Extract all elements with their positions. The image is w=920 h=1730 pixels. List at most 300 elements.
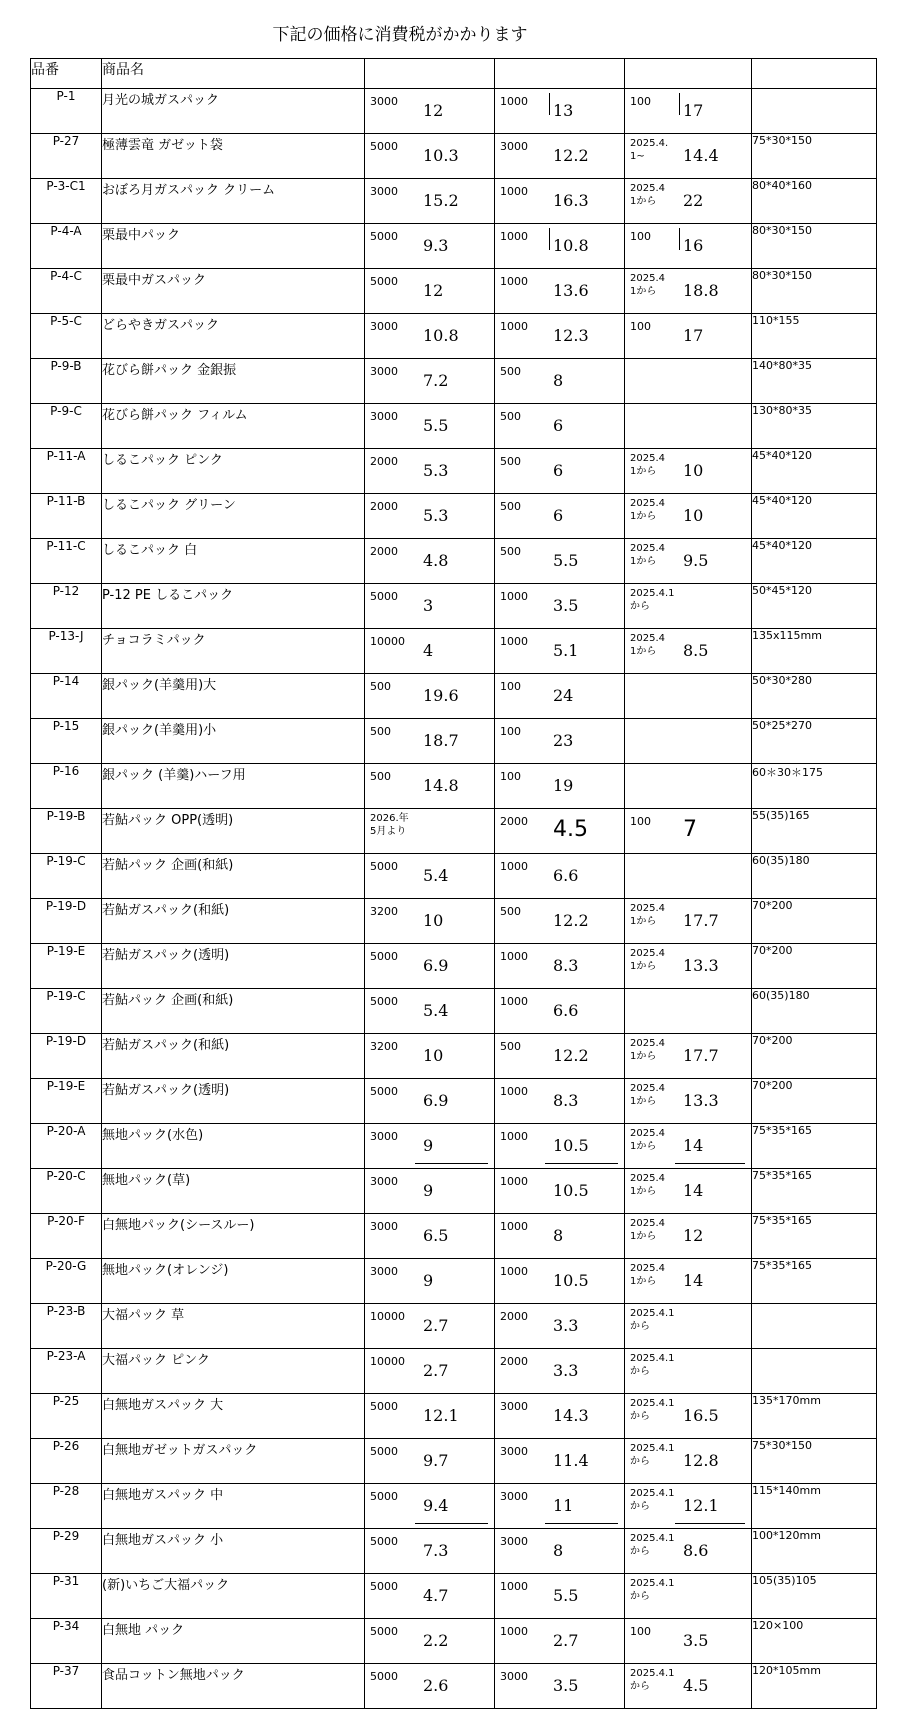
quantity-label: 100 [500,725,521,738]
unit-price: 9.4 [423,1496,449,1515]
table-row [31,1349,877,1394]
product-code: P-11-A [31,449,102,494]
unit-price: 6.9 [423,1091,449,1110]
price-tier-1 [365,449,495,494]
quantity-label: 3000 [500,1535,528,1548]
price-tier-1 [365,179,495,224]
price-tier-3 [625,1214,752,1259]
unit-price: 12 [423,281,444,300]
price-tier-2 [495,809,625,854]
quantity-label: 500 [370,770,391,783]
table-row [31,269,877,314]
quantity-label: 2025.4.1 から [630,1308,675,1332]
product-name: 栗最中パック [102,224,365,269]
price-tier-3 [625,674,752,719]
quantity-label: 2025.4 1から [630,183,665,207]
product-name: 大福パック ピンク [102,1349,365,1394]
price-tier-2 [495,134,625,179]
price-tier-1 [365,1304,495,1349]
price-tier-1 [365,1484,495,1529]
quantity-label: 3000 [370,1220,398,1233]
unit-price: 17 [683,326,704,345]
table-row [31,1619,877,1664]
quantity-label: 1000 [500,95,528,108]
table-row [31,494,877,539]
product-size: 60(35)180 [752,989,877,1034]
price-tier-3 [625,1304,752,1349]
product-code: P-12 [31,584,102,629]
product-size: 120*105mm [752,1664,877,1709]
unit-price: 17 [683,101,704,120]
quantity-label: 500 [370,725,391,738]
unit-price: 7.3 [423,1541,449,1560]
price-tier-1 [365,314,495,359]
product-size: 60＊30＊175 [752,764,877,809]
product-size: 105(35)105 [752,1574,877,1619]
unit-price: 10 [683,461,704,480]
product-code: P-20-G [31,1259,102,1304]
price-tier-2 [495,629,625,674]
unit-price: 12.2 [553,146,589,165]
product-code: P-31 [31,1574,102,1619]
unit-price: 3.3 [553,1316,579,1335]
table-row [31,1124,877,1169]
unit-price: 8 [553,371,564,390]
quantity-label: 5000 [370,590,398,603]
quantity-label: 3000 [370,185,398,198]
price-tier-1 [365,1259,495,1304]
price-tier-2 [495,314,625,359]
quantity-label: 3000 [500,140,528,153]
quantity-label: 2025.4 1から [630,1038,665,1062]
price-tier-1 [365,404,495,449]
price-tier-3 [625,269,752,314]
product-code: P-16 [31,764,102,809]
unit-price: 15.2 [423,191,459,210]
price-tier-3 [625,719,752,764]
unit-price: 14.8 [423,776,459,795]
price-tier-3 [625,809,752,854]
header-name: 商品名 [102,59,365,89]
price-tier-2 [495,1529,625,1574]
product-name: 白無地ガスパック 小 [102,1529,365,1574]
unit-price: 16 [683,236,704,255]
price-tier-1 [365,584,495,629]
header-code: 品番 [31,59,102,89]
price-tier-3 [625,1439,752,1484]
product-name: 白無地ガスパック 大 [102,1394,365,1439]
product-size: 110*155 [752,314,877,359]
product-name: 無地パック(水色) [102,1124,365,1169]
product-code: P-25 [31,1394,102,1439]
product-size: 75*35*165 [752,1124,877,1169]
table-row [31,1259,877,1304]
quantity-label: 2000 [500,1355,528,1368]
quantity-label: 2025.4 1から [630,1128,665,1152]
table-row [31,584,877,629]
product-code: P-19-E [31,944,102,989]
quantity-label: 5000 [370,1400,398,1413]
quantity-label: 3200 [370,905,398,918]
quantity-label: 2025.4.1 から [630,1533,675,1557]
table-row [31,1484,877,1529]
product-code: P-26 [31,1439,102,1484]
unit-price: 19.6 [423,686,459,705]
unit-price: 5.1 [553,641,579,660]
price-tier-3 [625,1034,752,1079]
unit-price: 9.3 [423,236,449,255]
price-tier-2 [495,449,625,494]
unit-price: 12.1 [423,1406,459,1425]
price-tier-3 [625,359,752,404]
quantity-label: 2000 [370,545,398,558]
unit-price: 13.3 [683,1091,719,1110]
product-size: 45*40*120 [752,539,877,584]
unit-price: 4.5 [553,817,588,842]
price-tier-2 [495,1034,625,1079]
table-row [31,1169,877,1214]
unit-price: 3.5 [553,1676,579,1695]
price-table [30,58,877,1709]
unit-price: 6.6 [553,866,579,885]
price-tier-3 [625,584,752,629]
product-name: (新)いちご大福パック [102,1574,365,1619]
unit-price: 7.2 [423,371,449,390]
unit-price: 3 [423,596,434,615]
unit-price: 9.7 [423,1451,449,1470]
price-tier-3 [625,314,752,359]
product-size: 80*30*150 [752,269,877,314]
quantity-label: 3000 [370,410,398,423]
product-name: 若鮎パック 企画(和紙) [102,989,365,1034]
product-size: 70*200 [752,899,877,944]
product-name: しるこパック ピンク [102,449,365,494]
product-name: 白無地パック(シースルー) [102,1214,365,1259]
quantity-label: 2025.4.1 から [630,588,675,612]
product-name: 食品コットン無地パック [102,1664,365,1709]
price-tier-2 [495,269,625,314]
quantity-label: 2026.年 5月より [370,813,409,837]
product-size: 45*40*120 [752,449,877,494]
product-size: 75*35*165 [752,1259,877,1304]
quantity-label: 3000 [370,320,398,333]
unit-price: 6 [553,461,564,480]
table-row [31,1394,877,1439]
unit-price: 9 [423,1271,434,1290]
quantity-label: 2025.4 1から [630,1173,665,1197]
unit-price: 3.5 [683,1631,709,1650]
product-code: P-5-C [31,314,102,359]
product-size: 80*40*160 [752,179,877,224]
unit-price: 12.2 [553,1046,589,1065]
quantity-label: 2025.4 1から [630,903,665,927]
quantity-label: 5000 [370,230,398,243]
table-row [31,1079,877,1124]
product-name: 栗最中ガスパック [102,269,365,314]
unit-price: 10 [423,1046,444,1065]
unit-price: 14 [683,1136,704,1155]
product-name: 花びら餅パック フィルム [102,404,365,449]
quantity-label: 5000 [370,1625,398,1638]
quantity-label: 2025.4 1から [630,1263,665,1287]
unit-price: 10.8 [553,236,589,255]
quantity-label: 5000 [370,1490,398,1503]
price-underline [415,1523,488,1524]
price-tier-1 [365,1349,495,1394]
price-tier-3 [625,899,752,944]
product-code: P-19-D [31,899,102,944]
product-name: P-12 PE しるこパック [102,584,365,629]
price-tier-3 [625,1619,752,1664]
product-size: 75*35*165 [752,1214,877,1259]
price-tier-1 [365,629,495,674]
unit-price: 13.6 [553,281,589,300]
price-tier-1 [365,1169,495,1214]
quantity-label: 1000 [500,230,528,243]
unit-price: 10.5 [553,1136,589,1155]
quantity-label: 10000 [370,635,405,648]
product-code: P-19-D [31,1034,102,1079]
table-row [31,224,877,269]
quantity-label: 2000 [500,815,528,828]
table-row [31,404,877,449]
unit-price: 2.6 [423,1676,449,1695]
price-tier-1 [365,1394,495,1439]
quantity-label: 2025.4 1から [630,633,665,657]
product-code: P-20-C [31,1169,102,1214]
product-name: おぼろ月ガスパック クリーム [102,179,365,224]
table-row [31,899,877,944]
price-tier-1 [365,809,495,854]
quantity-label: 3000 [500,1490,528,1503]
table-body [31,89,877,1709]
price-tier-2 [495,989,625,1034]
product-name: チョコラミパック [102,629,365,674]
price-tier-2 [495,404,625,449]
price-tier-2 [495,674,625,719]
unit-price: 4.5 [683,1676,709,1695]
header-size [752,59,877,89]
product-name: どらやきガスパック [102,314,365,359]
unit-price: 5.5 [423,416,449,435]
price-tier-1 [365,1034,495,1079]
unit-price: 22 [683,191,704,210]
unit-price: 12 [423,101,444,120]
product-name: しるこパック 白 [102,539,365,584]
product-size [752,89,877,134]
quantity-label: 100 [500,770,521,783]
price-tier-3 [625,179,752,224]
quantity-label: 1000 [500,1265,528,1278]
unit-price: 4.8 [423,551,449,570]
price-tier-2 [495,1124,625,1169]
price-tier-1 [365,1574,495,1619]
product-size: 80*30*150 [752,224,877,269]
table-row [31,179,877,224]
price-underline [415,1163,488,1164]
unit-price: 11 [553,1496,574,1515]
product-code: P-11-C [31,539,102,584]
unit-price: 6.9 [423,956,449,975]
unit-price: 9 [423,1181,434,1200]
product-size: 100*120mm [752,1529,877,1574]
header-row [31,59,877,89]
product-code: P-3-C1 [31,179,102,224]
header-tier1 [365,59,495,89]
price-tier-1 [365,1619,495,1664]
unit-price: 4 [423,641,434,660]
price-tier-2 [495,224,625,269]
unit-price: 2.7 [423,1316,449,1335]
quantity-label: 3000 [370,1130,398,1143]
product-size: 70*200 [752,1034,877,1079]
price-tier-3 [625,1169,752,1214]
quantity-label: 2025.4 1から [630,453,665,477]
unit-price: 5.4 [423,1001,449,1020]
quantity-label: 5000 [370,1670,398,1683]
quantity-label: 1000 [500,590,528,603]
quantity-label: 5000 [370,1085,398,1098]
price-tier-1 [365,719,495,764]
table-row [31,674,877,719]
price-tier-2 [495,899,625,944]
price-tier-1 [365,134,495,179]
column-divider [549,228,550,250]
price-tier-3 [625,1664,752,1709]
price-tier-1 [365,224,495,269]
unit-price: 14 [683,1271,704,1290]
price-tier-3 [625,989,752,1034]
table-row [31,314,877,359]
product-size: 70*200 [752,944,877,989]
table-row [31,809,877,854]
unit-price: 5.3 [423,461,449,480]
product-name: 花びら餅パック 金銀振 [102,359,365,404]
product-size: 50*30*280 [752,674,877,719]
quantity-label: 3000 [370,95,398,108]
product-name: 無地パック(草) [102,1169,365,1214]
price-tier-1 [365,359,495,404]
quantity-label: 3000 [370,365,398,378]
table-row [31,764,877,809]
product-name: 銀パック(羊羹用)小 [102,719,365,764]
quantity-label: 2025.4.1 から [630,1443,675,1467]
unit-price: 18.8 [683,281,719,300]
price-tier-2 [495,1574,625,1619]
price-tier-2 [495,719,625,764]
quantity-label: 2025.4 1から [630,543,665,567]
unit-price: 16.3 [553,191,589,210]
price-tier-3 [625,1484,752,1529]
quantity-label: 2025.4. 1~ [630,138,669,162]
price-tier-2 [495,1079,625,1124]
price-tier-3 [625,494,752,539]
product-name: 白無地 パック [102,1619,365,1664]
quantity-label: 2025.4 1から [630,1083,665,1107]
price-tier-2 [495,944,625,989]
unit-price: 14 [683,1181,704,1200]
price-tier-3 [625,1259,752,1304]
product-code: P-4-C [31,269,102,314]
table-row [31,1574,877,1619]
product-name: 銀パック (羊羹)ハーフ用 [102,764,365,809]
unit-price: 6 [553,416,564,435]
quantity-label: 500 [500,545,521,558]
product-name: 極薄雲竜 ガゼット袋 [102,134,365,179]
quantity-label: 500 [500,500,521,513]
product-name: 無地パック(オレンジ) [102,1259,365,1304]
quantity-label: 100 [630,1625,651,1638]
unit-price: 2.2 [423,1631,449,1650]
price-tier-2 [495,89,625,134]
quantity-label: 1000 [500,950,528,963]
price-tier-3 [625,134,752,179]
product-name: 大福パック 草 [102,1304,365,1349]
price-tier-1 [365,899,495,944]
product-name: 若鮎パック 企画(和紙) [102,854,365,899]
unit-price: 9.5 [683,551,709,570]
product-code: P-23-B [31,1304,102,1349]
table-row [31,854,877,899]
product-size: 135x115mm [752,629,877,674]
quantity-label: 500 [500,1040,521,1053]
unit-price: 10.5 [553,1181,589,1200]
quantity-label: 5000 [370,1535,398,1548]
column-divider [679,93,680,115]
product-name: 若鮎ガスパック(和紙) [102,899,365,944]
quantity-label: 5000 [370,950,398,963]
quantity-label: 1000 [500,860,528,873]
product-size: 60(35)180 [752,854,877,899]
unit-price: 17.7 [683,1046,719,1065]
price-tier-2 [495,1169,625,1214]
price-tier-1 [365,944,495,989]
product-name: 白無地ガスパック 中 [102,1484,365,1529]
price-tier-3 [625,539,752,584]
quantity-label: 1000 [500,995,528,1008]
quantity-label: 1000 [500,1175,528,1188]
quantity-label: 100 [630,230,651,243]
price-underline [545,1523,618,1524]
price-tier-3 [625,1574,752,1619]
quantity-label: 1000 [500,1220,528,1233]
unit-price: 12 [683,1226,704,1245]
product-name: 月光の城ガスパック [102,89,365,134]
product-size: 50*45*120 [752,584,877,629]
unit-price: 8 [553,1226,564,1245]
unit-price: 7 [683,817,697,842]
quantity-label: 1000 [500,1625,528,1638]
unit-price: 13.3 [683,956,719,975]
unit-price: 5.3 [423,506,449,525]
table-row [31,449,877,494]
column-divider [679,228,680,250]
product-code: P-13-J [31,629,102,674]
unit-price: 12.8 [683,1451,719,1470]
product-code: P-29 [31,1529,102,1574]
price-tier-2 [495,1394,625,1439]
quantity-label: 3000 [500,1400,528,1413]
product-name: 若鮎ガスパック(和紙) [102,1034,365,1079]
product-code: P-15 [31,719,102,764]
price-tier-2 [495,1259,625,1304]
quantity-label: 2000 [370,500,398,513]
unit-price: 11.4 [553,1451,589,1470]
unit-price: 5.5 [553,551,579,570]
unit-price: 12.2 [553,911,589,930]
unit-price: 5.4 [423,866,449,885]
price-tier-3 [625,1079,752,1124]
